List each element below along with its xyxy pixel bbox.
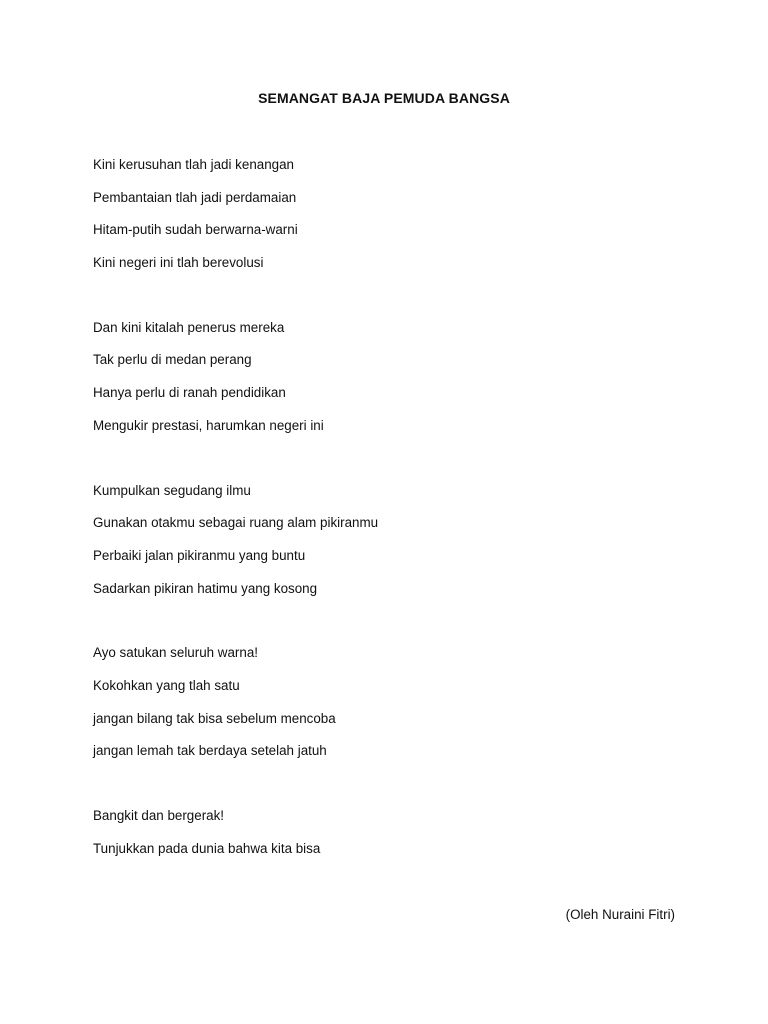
poem-line: Tak perlu di medan perang bbox=[93, 352, 252, 368]
poem-line: Kini negeri ini tlah berevolusi bbox=[93, 255, 264, 271]
poem-body bbox=[93, 156, 693, 904]
poem-author: (Oleh Nuraini Fitri) bbox=[565, 907, 675, 922]
stanza-3 bbox=[93, 482, 693, 613]
stanza-1 bbox=[93, 156, 693, 287]
poem-line: jangan bilang tak bisa sebelum mencoba bbox=[93, 710, 336, 726]
poem-line: Pembantaian tlah jadi perdamaian bbox=[93, 189, 297, 205]
poem-line: Perbaiki jalan pikiranmu yang buntu bbox=[93, 547, 306, 563]
stanza-2 bbox=[93, 319, 693, 450]
poem-line: Kumpulkan segudang ilmu bbox=[93, 482, 251, 498]
poem-line: Sadarkan pikiran hatimu yang kosong bbox=[93, 580, 318, 596]
poem-line: Mengukir prestasi, harumkan negeri ini bbox=[93, 417, 324, 433]
poem-line: Ayo satukan seluruh warna! bbox=[93, 645, 259, 661]
poem-line: Hanya perlu di ranah pendidikan bbox=[93, 385, 286, 401]
poem-line: Kini kerusuhan tlah jadi kenangan bbox=[93, 157, 295, 172]
poem-line: Bangkit dan bergerak! bbox=[93, 808, 225, 823]
poem-line: Gunakan otakmu sebagai ruang alam pikiranmu bbox=[93, 515, 379, 531]
poem-line: Tunjukkan pada dunia bahwa kita bisa bbox=[93, 840, 321, 856]
poem-line: Dan kini kitalah penerus mereka bbox=[93, 319, 285, 335]
stanza-5 bbox=[93, 807, 693, 872]
stanza-4 bbox=[93, 644, 693, 775]
poem-line: jangan lemah tak berdaya setelah jatuh bbox=[93, 743, 327, 759]
poem-line: Kokohkan yang tlah satu bbox=[93, 677, 240, 693]
poem-title: SEMANGAT BAJA PEMUDA BANGSA bbox=[258, 90, 510, 106]
poem-line: Hitam-putih sudah berwarna-warni bbox=[93, 222, 298, 238]
